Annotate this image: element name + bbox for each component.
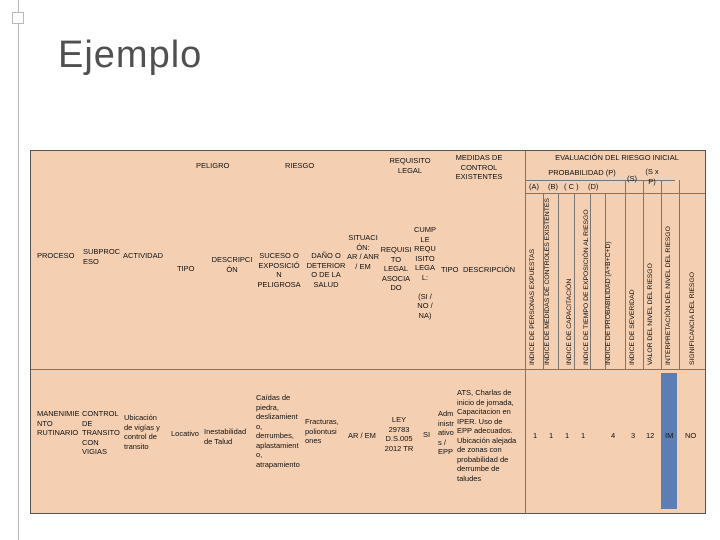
header-suceso: SUCESO O EXPOSICIÓ N PELIGROSA — [257, 251, 301, 289]
header-dano: DAÑO O DETERIOR O DE LA SALUD — [306, 251, 346, 289]
cell-subproceso: CONTROL DE TRANSITO CON VIGIAS — [82, 409, 120, 456]
cell-tipo: Locativo — [171, 429, 199, 438]
cell-d: 1 — [581, 431, 586, 440]
cell-cumple: SI — [423, 430, 431, 439]
grid-line — [661, 180, 662, 369]
grid-line — [590, 193, 591, 369]
grid-line — [643, 180, 644, 369]
header-col-sig: SIGNIFICANCIA DEL RIESGO — [689, 271, 696, 365]
header-situacion: SITUACI ÓN: AR / ANR / EM — [346, 233, 380, 271]
header-col-b: INDICE DE MEDIDAS DE CONTROLES EXISTENTES — [544, 198, 551, 365]
cell-requisito: LEY 29783 D.S.005 2012 TR — [384, 415, 414, 453]
grid-line — [574, 193, 575, 369]
header-col-i: INTERPRETACIÓN DEL NIVEL DEL RIESGO — [665, 226, 672, 365]
header-medidas-descripcion: DESCRIPCIÓN — [463, 265, 516, 274]
header-col-a: INDICE DE PERSONAS EXPUESTAS — [529, 248, 536, 365]
header-probabilidad: PROBABILIDAD (P) — [548, 168, 616, 177]
cell-b: 1 — [549, 431, 554, 440]
grid-line — [31, 369, 705, 370]
cell-v: 12 — [646, 431, 655, 440]
header-c: ( C ) — [564, 182, 579, 191]
cell-a: 1 — [533, 431, 538, 440]
decorative-square — [12, 12, 24, 24]
grid-line — [625, 180, 626, 369]
header-sxp: (S x P) — [645, 167, 659, 186]
header-b: (B) — [548, 182, 558, 191]
cell-sig: NO — [685, 431, 697, 440]
cell-c: 1 — [565, 431, 570, 440]
header-d: (D) — [588, 182, 599, 191]
cell-i: IM — [665, 431, 674, 440]
header-col-v: VALOR DEL NIVEL DEL RIESGO — [647, 263, 654, 365]
header-tipo: TIPO — [177, 264, 195, 273]
cell-dano: Fracturas, poliontusi ones — [305, 417, 339, 445]
header-cumple: CUMP LE REQU ISITO LEGA L: (SI / NO / NA) — [413, 225, 437, 320]
header-subproceso: SUBPROC ESO — [83, 247, 121, 266]
header-col-p: INDICE DE PROBABILIDAD (A+B+C+D) — [605, 241, 612, 365]
header-medidas-tipo: TIPO — [441, 265, 459, 274]
header-peligro: PELIGRO — [196, 161, 230, 170]
header-evaluacion: EVALUACIÓN DEL RIESGO INICIAL — [555, 153, 679, 162]
risk-level-highlight — [661, 373, 677, 509]
cell-suceso: Caídas de piedra, deslizamient o, derrumbes, aplastamient o, atrapamiento — [256, 393, 300, 469]
grid-line — [525, 151, 526, 514]
header-descripcion-peligro: DESCRIPCI ÓN — [211, 255, 253, 274]
header-col-s: INDICE DE SEVERIDAD — [629, 289, 636, 365]
cell-descripcion: Inestabilidad de Talud — [204, 427, 247, 446]
grid-line — [525, 193, 705, 194]
cell-p: 4 — [611, 431, 616, 440]
header-requisito: REQUISI TO LEGAL ASOCIA DO — [380, 245, 412, 292]
grid-line — [558, 193, 559, 369]
slide-title: Ejemplo — [58, 34, 203, 76]
cell-situacion: AR / EM — [348, 431, 376, 440]
risk-matrix-table — [30, 150, 706, 514]
cell-medidas-descripcion: ATS, Charlas de inicio de jornada, Capacitacion en IPER. Uso de EPP adecuados. Ubicación alejada de zonas con probabilidad de derrumbe de taludes — [457, 388, 517, 483]
cell-actividad: Ubicación de vigías y control de transito — [124, 413, 160, 451]
header-col-c: INDICE DE CAPACITACIÓN — [566, 278, 573, 365]
cell-s: 3 — [631, 431, 636, 440]
header-riesgo: RIESGO — [285, 161, 315, 170]
header-a: (A) — [529, 182, 539, 191]
cell-proceso: MANENIMIE NTO RUTINARIO — [37, 409, 80, 437]
decorative-vertical-line — [18, 0, 19, 540]
header-s: (S) — [627, 174, 637, 183]
header-col-d: INDICE DE TIEMPO DE EXPOSICIÓN AL RIESGO — [583, 209, 590, 365]
grid-line — [679, 180, 680, 369]
header-proceso: PROCESO — [37, 251, 75, 260]
header-medidas: MEDIDAS DE CONTROL EXISTENTES — [455, 153, 503, 181]
header-requisito-legal: REQUISITO LEGAL — [389, 156, 431, 175]
header-actividad: ACTIVIDAD — [123, 251, 164, 260]
cell-medidas-tipo: Adm inistr ativo s / EPP — [438, 409, 454, 456]
